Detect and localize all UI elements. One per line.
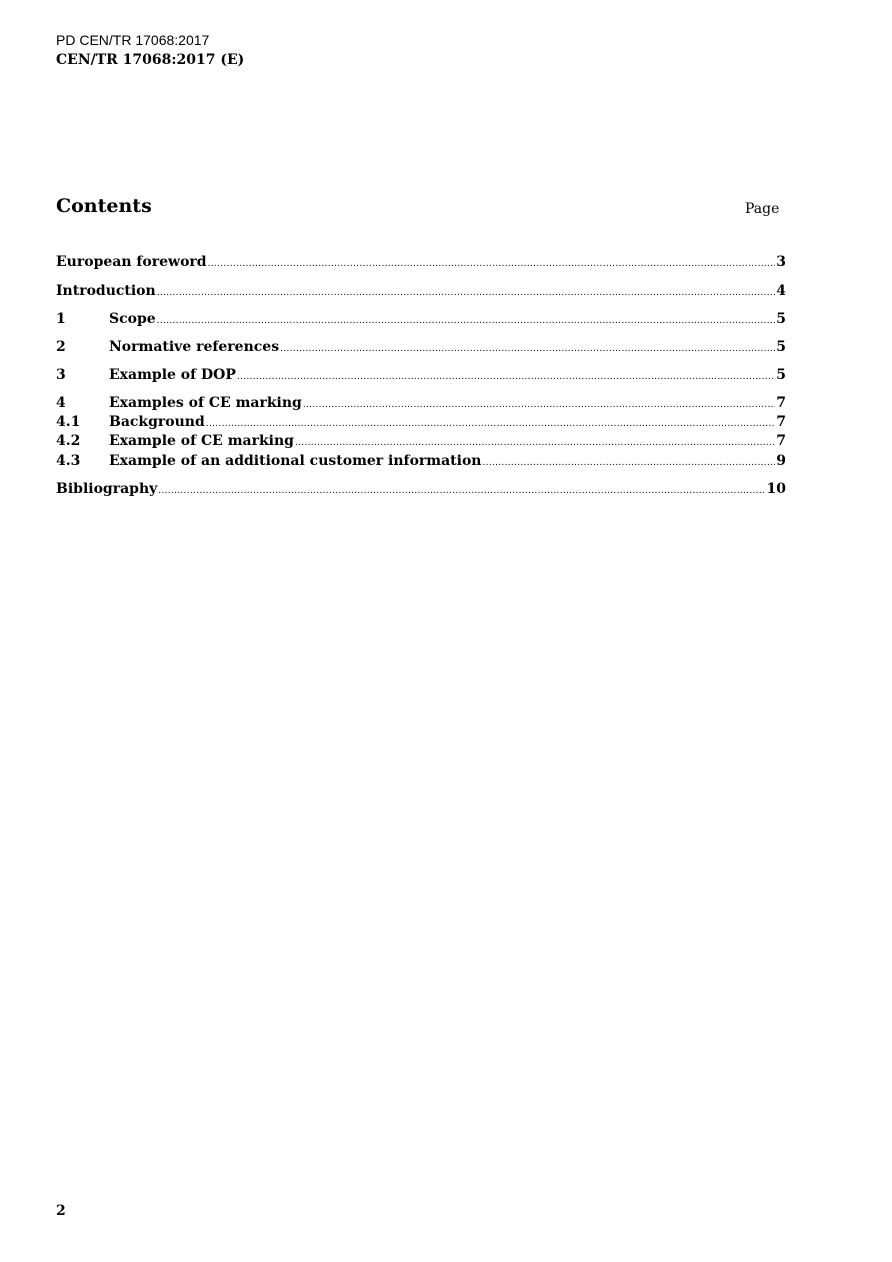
toc-leader-dots [208, 255, 776, 273]
toc-entry-normative-references[interactable] [56, 338, 786, 358]
toc-entry-page: 9 [776, 453, 786, 469]
toc-leader-dots [280, 340, 775, 358]
toc-entry-number: 4 [56, 395, 66, 411]
toc-entry-title: Normative references [109, 339, 280, 355]
toc-entry-number: 4.1 [56, 414, 81, 430]
toc-entry-examples-of-ce-marking[interactable] [56, 394, 786, 414]
toc-entry-scope[interactable] [56, 310, 786, 330]
toc-entry-title: Background [109, 414, 205, 430]
toc-entry-page: 10 [766, 481, 786, 497]
toc-entry-title: Example of an additional customer information [109, 453, 482, 469]
toc-entry-number: 2 [56, 339, 66, 355]
toc-entry-title: Introduction [56, 283, 156, 299]
toc-entry-page: 3 [776, 254, 786, 270]
toc-leader-dots [303, 396, 775, 414]
toc-entry-example-of-ce-marking[interactable] [56, 432, 786, 452]
toc-entry-number: 1 [56, 311, 66, 327]
toc-leader-dots [295, 434, 775, 452]
toc-entry-page: 5 [776, 339, 786, 355]
document-id-header: PD CEN/TR 17068:2017 [56, 32, 210, 48]
toc-entry-title: Scope [109, 311, 156, 327]
toc-entry-additional-customer-information[interactable] [56, 452, 786, 472]
toc-leader-dots [206, 415, 775, 433]
toc-entry-page: 5 [776, 367, 786, 383]
page-number: 2 [56, 1203, 66, 1219]
toc-entry-introduction[interactable] [56, 282, 786, 302]
toc-entry-number: 3 [56, 367, 66, 383]
toc-leader-dots [237, 368, 775, 386]
toc-leader-dots [157, 312, 776, 330]
toc-entry-bibliography[interactable] [56, 480, 786, 500]
document-id-subheader: CEN/TR 17068:2017 (E) [56, 52, 245, 68]
toc-entry-page: 7 [776, 433, 786, 449]
contents-heading: Contents [56, 195, 152, 217]
toc-entry-number: 4.2 [56, 433, 81, 449]
toc-entry-title: Bibliography [56, 481, 158, 497]
page-column-label: Page [745, 201, 780, 217]
toc-entry-page: 7 [776, 395, 786, 411]
toc-entry-background[interactable] [56, 413, 786, 433]
toc-entry-page: 5 [776, 311, 786, 327]
toc-entry-page: 4 [776, 283, 786, 299]
toc-entry-title: Example of DOP [109, 367, 236, 383]
toc-entry-example-of-dop[interactable] [56, 366, 786, 386]
toc-entry-european-foreword[interactable] [56, 253, 786, 273]
toc-entry-title: European foreword [56, 254, 207, 270]
toc-leader-dots [157, 284, 776, 302]
toc-leader-dots [158, 482, 765, 500]
toc-entry-number: 4.3 [56, 453, 81, 469]
toc-entry-title: Examples of CE marking [109, 395, 302, 411]
toc-entry-page: 7 [776, 414, 786, 430]
toc-entry-title: Example of CE marking [109, 433, 294, 449]
toc-leader-dots [482, 454, 775, 472]
